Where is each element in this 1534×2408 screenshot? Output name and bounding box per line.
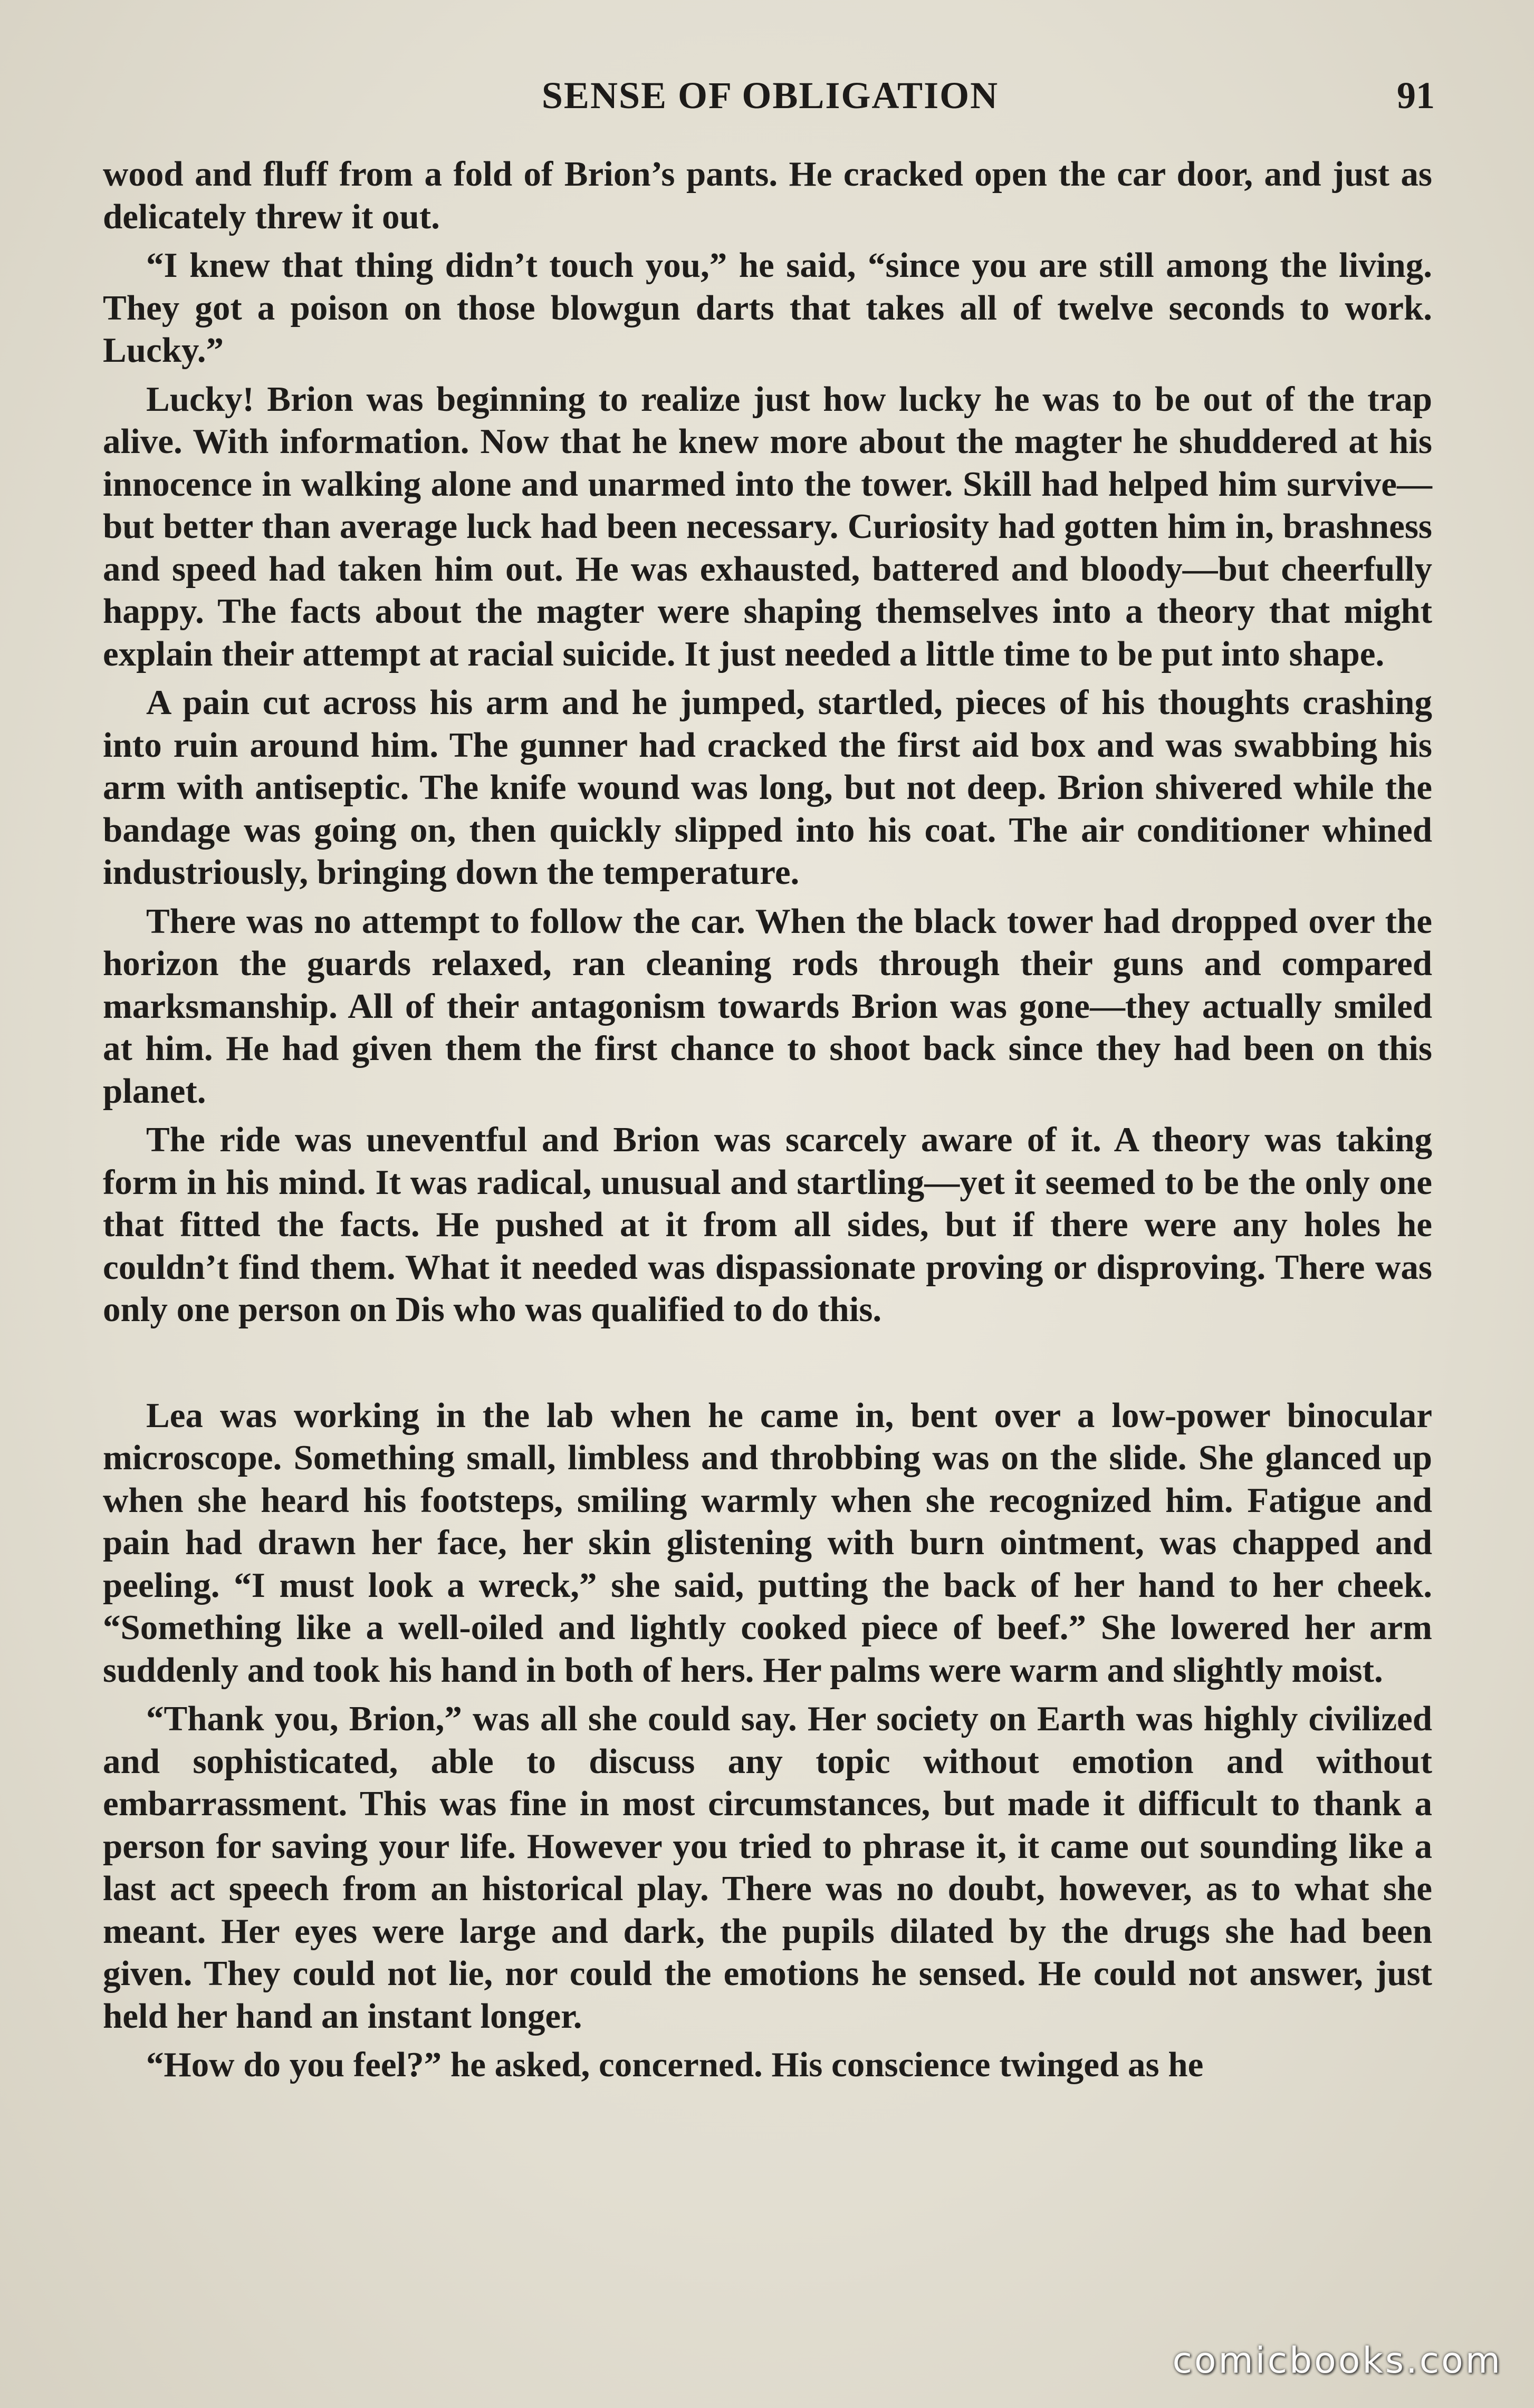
paragraph: “Thank you, Brion,” was all she could say. Her society on Earth was highly civilized and sophisticated, able to discuss any topic without emotion and without embarrassment. This was fine in most circumstances, but made it difficult to thank a person for saving your life. However you tried to phrase it, it came out sounding like a last act speech from an historical play. There was no doubt, however, as to what she meant. Her eyes were large and dark, the pupils dilated by the drugs she had been given. They could not lie, nor could the emotions he sensed. He could not answer, just held her hand an instant longer. bbox=[103, 1699, 1432, 2036]
running-title: SENSE OF OBLIGATION bbox=[541, 74, 999, 117]
paragraph: A pain cut across his arm and he jumped, startled, pieces of his thoughts crashing into ruin around him. The gunner had cracked the first aid box and was swabbing his arm with antiseptic. The knife wound was long, but not deep. Brion shivered while the bandage was going on, then quickly slipped into his coat. The air conditioner whined industriously, bringing down the temperature. bbox=[103, 683, 1432, 892]
page-header bbox=[106, 74, 1435, 137]
page-number: 91 bbox=[1397, 74, 1435, 117]
watermark: comicbooks.com bbox=[1172, 2340, 1502, 2382]
paragraph: There was no attempt to follow the car. When the black tower had dropped over the horizon the guards relaxed, ran cleaning rods through their guns and compared marksmanship. All of their antagonism towards Brion was gone—they actually smiled at him. He had given them the first chance to shoot back since they had been on this planet. bbox=[103, 901, 1432, 1111]
paragraph: wood and fluff from a fold of Brion’s pants. He cracked open the car door, and just as delicately threw it out. bbox=[103, 155, 1432, 236]
paragraph: Lucky! Brion was beginning to realize just how lucky he was to be out of the trap alive. With information. Now that he knew more about the magter he shuddered at his innocence in walking alone and unarmed into the tower. Skill had helped him survive—but better than average luck had been necessary. Curiosity had gotten him in, brashness and speed had taken him out. He was exhausted, battered and bloody—but cheerfully happy. The facts about the magter were shaping themselves into a theory that might explain their attempt at racial suicide. It just needed a little time to be put into shape. bbox=[103, 379, 1432, 673]
paragraph: “How do you feel?” he asked, concerned. His conscience twinged as he bbox=[146, 2045, 1204, 2084]
paragraph: “I knew that thing didn’t touch you,” he said, “since you are still among the living. They got a poison on those blowgun darts that takes all of twelve seconds to work. Lucky.” bbox=[103, 246, 1432, 370]
paragraph: Lea was working in the lab when he came in, bent over a low-power binocular microscope. Something small, limbless and throbbing was on the slide. She glanced up when she heard his footsteps, smiling warmly when she recognized him. Fatigue and pain had drawn her face, her skin glistening with burn ointment, was chapped and peeling. “I must look a wreck,” she said, putting the back of her hand to her cheek. “Something like a well-oiled and lightly cooked piece of beef.” She lowered her arm suddenly and took his hand in both of hers. Her palms were warm and slightly moist. bbox=[103, 1395, 1432, 1690]
paragraph: The ride was uneventful and Brion was scarcely aware of it. A theory was taking form in his mind. It was radical, unusual and startling—yet it seemed to be the only one that fitted the facts. He pushed at it from all sides, but if there were any holes he couldn’t find them. What it needed was dispassionate proving or disproving. There was only one person on Dis who was qualified to do this. bbox=[103, 1120, 1432, 1329]
body-text bbox=[103, 153, 1432, 2093]
